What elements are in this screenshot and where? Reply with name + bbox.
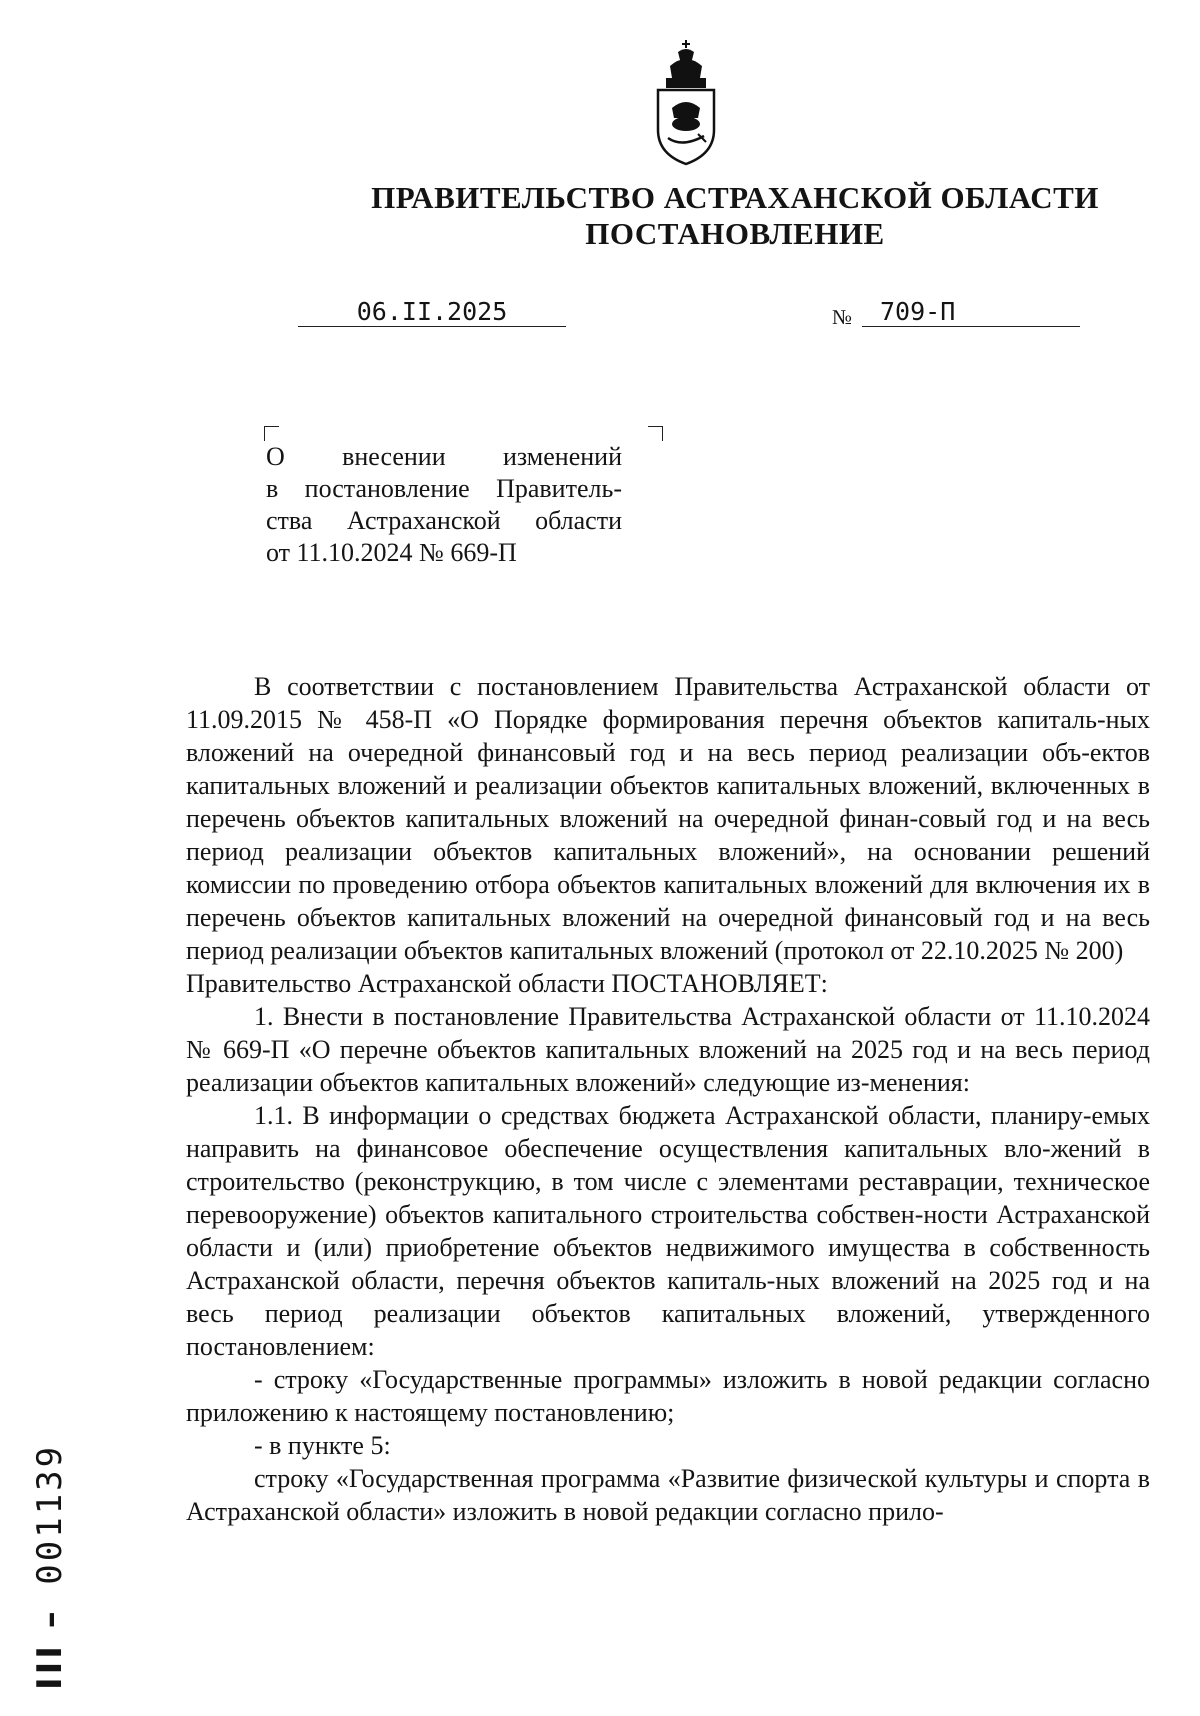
government-title: ПРАВИТЕЛЬСТВО АСТРАХАНСКОЙ ОБЛАСТИ [371,180,1099,215]
document-number: 709-П [862,298,1080,327]
subject-line: от 11.10.2024 № 669-П [266,538,517,567]
document-heading [0,180,1200,252]
clause-item: строку «Государственная программа «Развитие физической культуры и спорта в Астраханской области» изложить в новой редакции согласно прило- [186,1464,1150,1526]
number-sign: № [832,305,853,329]
stamp-prefix: III – [30,1608,70,1690]
subject-bracket-left [264,426,279,441]
document-date: 06.II.2025 [298,298,566,327]
resolves-line: Правительство Астраханской области ПОСТАНОВЛЯЕТ: [186,969,828,998]
coat-of-arms-emblem [648,38,724,170]
margin-registration-stamp [30,1444,70,1690]
document-body [186,670,1150,1528]
clause-item: - строку «Государственные программы» изложить в новой редакции согласно приложению к настоящему постановлению; [186,1365,1150,1427]
subject-line: ства Астраханской области [266,506,622,535]
clause-1-1: 1.1. В информации о средствах бюджета Астраханской области, планиру-емых направить на финансовое обеспечение осуществления капитальных вло-жений в строительство (реконструкцию, в том числе с элементами реставрации, техническое перевооружение) объектов капитального строительства собствен-ности Астраханской области и (или) приобретение объектов недвижимого имущества в собственность Астраханской области, перечня объектов капиталь-ных вложений на 2025 год и на весь период реализации объектов капитальных вложений, утвержденного постановлением: [186,1101,1150,1361]
subject-line: в постановление Правитель- [266,474,622,503]
subject-bracket-right [648,426,663,441]
clause-item: - в пункте 5: [254,1431,391,1460]
subject-line: О внесении изменений [266,442,622,471]
stamp-code: 001139 [30,1443,70,1585]
document-type-title: ПОСТАНОВЛЕНИЕ [585,216,885,251]
clause-1: 1. Внести в постановление Правительства Астраханской области от 11.10.2024 № 669-П «О перечне объектов капитальных вложений на 2025 год и на весь период реализации объектов капитальных вложений» следующие из-менения: [186,1002,1150,1097]
preamble-paragraph: В соответствии с постановлением Правительства Астраханской области от 11.09.2015 № 458-П «О Порядке формирования перечня объектов капиталь-ных вложений на очередной финансовый год и на весь период реализации объ-ектов капитальных вложений и реализации объектов капитальных вложений, включенных в перечень объектов капитальных вложений на очередной финан-совый год и на весь период реализации объектов капитальных вложений», на основании решений комиссии по проведению отбора объектов капитальных вложений для включения их в перечень объектов капитальных вложений на очередной финансовый год и на весь период реализации объектов капитальных вложений (протокол от 22.10.2025 № 200) [186,672,1150,965]
document-subject [266,441,622,569]
